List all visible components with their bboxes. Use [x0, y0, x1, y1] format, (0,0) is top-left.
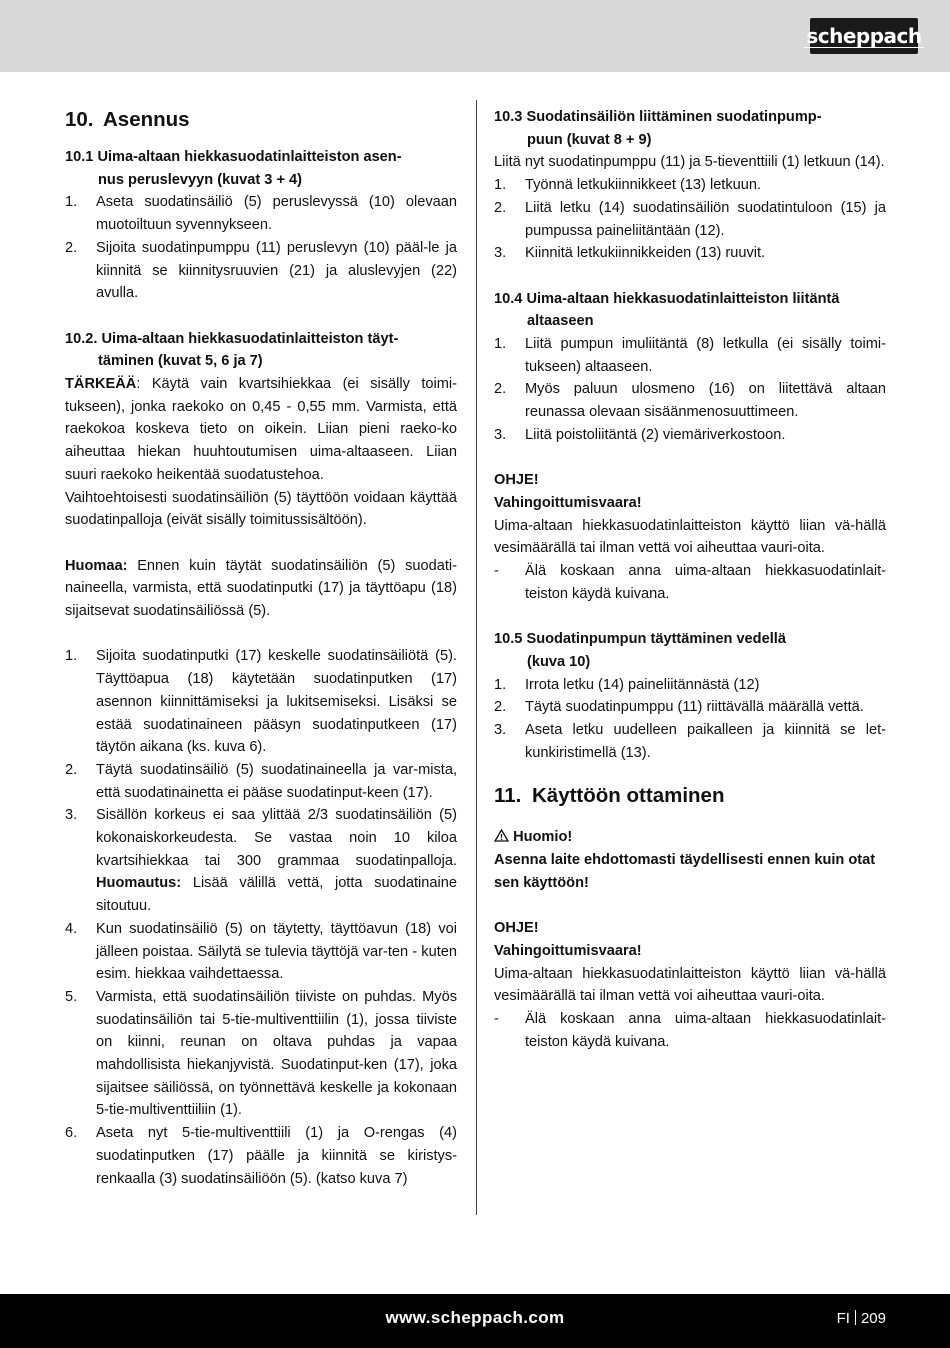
item-text: Liitä poistoliitäntä (2) viemäriverkostoon. [525, 426, 786, 443]
list-item [494, 333, 886, 378]
list-item [494, 174, 886, 197]
item-text: Aseta nyt 5-tie-multiventtiili (1) ja O-rengas (4) suodatinputken (17) päälle ja kiinnitä se kiristys-renkaalla (3) suodatinsäiliöön (5). (katso kuva 7) [96, 1125, 457, 1187]
subsection-10-3-heading [494, 106, 886, 151]
section-title: Käyttöön ottaminen [532, 784, 725, 808]
right-column [494, 106, 886, 1053]
notice-text: Uima-altaan hiekkasuodatinlaitteiston käyttö liian vä-hällä vesimäärällä tai ilman vettä voi aiheuttaa vauri-oita. [494, 965, 886, 1005]
item-text: Liitä letku (14) suodatinsäiliön suodatintuloon (15) ja pumpussa paineliitäntään (12). [525, 199, 886, 239]
attention-text: Asenna laite ehdottomasti täydellisesti ennen kuin otat sen käyttöön! [494, 852, 876, 891]
notice-title: OHJE! [494, 472, 539, 489]
section-10-heading [65, 106, 457, 134]
remark-label: Huomautus: [96, 875, 182, 892]
heading-line: puun (kuvat 8 + 9) [527, 131, 652, 148]
list-item [494, 242, 886, 265]
item-number: 4. [65, 920, 78, 937]
section-11-heading [494, 782, 886, 810]
note-text: Ennen kuin täytät suodatinsäiliön (5) suodati-naineella, varmista, että suodatinputki (17) ja täyttöapu (18) sijaitsevat suodatinsäiliössä (5). [65, 557, 457, 620]
subsection-10-5-heading [494, 628, 886, 673]
list-item [65, 804, 457, 918]
footer-band [0, 1294, 950, 1348]
installation-steps-list [65, 191, 457, 305]
item-text: Älä koskaan anna uima-altaan hiekkasuodatinlait-teiston käydä kuivana. [525, 563, 886, 602]
list-item [65, 645, 457, 759]
item-text: Varmista, että suodatinsäiliön tiiviste on puhdas. Myös suodatinsäiliön tai 5-tie-multiventtiilin (1), jossa tiiviste on kiinni, reunan on oltava puhdas ja vapaa mahdollisista hiekanjyvistä. Suodatinput-ken (17), joka sijaitsee säiliössä, on työnnettävä keskelle ja kokonaan 5-tie-multiventtiiliin (1). [96, 988, 457, 1119]
important-text: : Käytä vain kvartsihiekkaa (ei sisälly toimi-tukseen), jonka raekoko on 0,45 - 0,55 mm. Varmista, että raekokoa koskeva tieto on oikein. Liian pieni raeko-ko aiheuttaa hiekan huuhtoutumisen uima-altaaseen. Liian suuri raekoko heikentää suodatustehoa. [65, 376, 457, 483]
heading-line: 10.1 Uima-altaan hiekkasuodatinlaitteiston asen- [65, 149, 402, 165]
subsection-10-1-heading [65, 146, 457, 191]
item-text: Sijoita suodatinputki (17) keskelle suodatinsäiliötä (5). Täyttöapua (18) käytetään suodatinputken (17) asennon kiinnittämiseksi ja lukitsemiseksi. Lisäksi se estää suodatinaineen pääsyn suodatinputkeen (17) täytön aikana (ks. kuva 6). [96, 648, 457, 756]
attention-heading [494, 826, 886, 849]
heading-line: 10.3 Suodatinsäiliön liittäminen suodatinpump- [494, 109, 822, 125]
item-text: Älä koskaan anna uima-altaan hiekkasuodatinlait-teiston käydä kuivana. [525, 1010, 886, 1050]
list-item [494, 378, 886, 423]
page-number: 209 [860, 1310, 886, 1327]
item-number: 3. [65, 807, 78, 824]
notice-text: Uima-altaan hiekkasuodatinlaitteiston käyttö liian vä-hällä vesimäärällä tai ilman vettä voi aiheuttaa vauri-oita. [494, 517, 886, 557]
header-band [0, 0, 950, 72]
list-item [494, 1008, 886, 1053]
heading-line: (kuva 10) [527, 653, 591, 670]
connection-intro: Liitä nyt suodatinpumppu (11) ja 5-tieventtiili (1) letkuun (14). [494, 154, 885, 171]
list-item [494, 424, 886, 447]
website-link[interactable]: www.scheppach.com [385, 1308, 565, 1327]
notice-subtitle: Vahingoittumisvaara! [494, 494, 642, 511]
list-item [65, 918, 457, 986]
section-number: 10. [65, 108, 94, 131]
note-label: Huomaa: [65, 557, 128, 574]
item-number: 2. [65, 239, 78, 256]
list-item [65, 986, 457, 1122]
alternative-paragraph: Vaihtoehtoisesti suodatinsäiliön (5) täyttöön voidaan käyttää suodatinpalloja (eivät sisälly toimitussisältöön). [65, 489, 457, 529]
left-column [65, 106, 457, 1190]
item-number: 1. [494, 177, 507, 194]
item-text: Aseta letku uudelleen paikalleen ja kiinnitä se let-kunkiristimellä (13). [525, 721, 886, 761]
remark-text: Lisää välillä vettä, jotta suodatinaine sitoutuu. [96, 875, 457, 915]
item-bullet: - [494, 563, 499, 580]
list-item [494, 560, 886, 605]
list-item [65, 191, 457, 236]
item-number: 3. [494, 721, 507, 738]
item-text: Sijoita suodatinpumppu (11) peruslevyn (10) pääl-le ja kiinnitä se kiinnitysruuvien (21) ja aluslevyjen (22) avulla. [96, 239, 457, 302]
item-text: Kiinnitä letkukiinnikkeiden (13) ruuvit. [525, 245, 766, 262]
filling-steps-list [65, 645, 457, 1190]
separator [855, 1310, 856, 1325]
item-number: 2. [494, 699, 507, 716]
pump-fill-list [494, 674, 886, 765]
heading-line: 10.2. Uima-altaan hiekkasuodatinlaitteiston täyt- [65, 330, 399, 347]
item-number: 2. [494, 381, 507, 398]
list-item [494, 696, 886, 719]
item-number: 2. [494, 199, 507, 216]
note-paragraph [65, 555, 457, 623]
important-label: TÄRKEÄÄ [65, 376, 137, 393]
item-text: Sisällön korkeus ei saa ylittää 2/3 suodatinsäiliön (5) kokonaiskorkeudesta. Se vastaa noin 10 kiloa kvartsihiekkaa tai 300 grammaa suodatinpalloja. [96, 807, 457, 869]
brand-logo-text: scheppach [806, 23, 922, 48]
language-code: FI [836, 1310, 850, 1327]
item-text: Myös paluun ulosmeno (16) on liitettävä altaan reunassa olevaan sisäänmenosuuttimeen. [525, 381, 886, 421]
list-item [65, 237, 457, 305]
section-number: 11. [494, 784, 522, 808]
item-number: 1. [65, 194, 78, 211]
notice-subtitle: Vahingoittumisvaara! [494, 942, 642, 959]
list-item [494, 674, 886, 697]
item-number: 3. [494, 245, 507, 262]
heading-line: nus peruslevyyn (kuvat 3 + 4) [98, 171, 302, 188]
list-item [65, 1122, 457, 1190]
subsection-10-4-heading [494, 288, 886, 333]
item-text: Täytä suodatinsäiliö (5) suodatinaineella ja var-mista, että suodatinainetta ei pääse suodatinput-keen (17). [96, 761, 457, 801]
item-number: 1. [494, 336, 507, 353]
heading-line: 10.5 Suodatinpumpun täyttäminen vedellä [494, 631, 786, 648]
item-number: 1. [65, 648, 78, 665]
brand-logo [806, 18, 922, 54]
item-number: 2. [65, 761, 78, 778]
item-text: Aseta suodatinsäiliö (5) peruslevyssä (10) olevaan muotoiltuun syvennykseen. [96, 194, 457, 234]
attention-label: Huomio! [513, 829, 573, 846]
list-item [65, 759, 457, 804]
section-title: Asennus [103, 108, 190, 131]
column-divider [476, 100, 477, 1215]
item-bullet: - [494, 1010, 499, 1027]
heading-line: 10.4 Uima-altaan hiekkasuodatinlaitteiston liitäntä [494, 290, 840, 307]
notice-title: OHJE! [494, 920, 539, 937]
subsection-10-2-heading [65, 328, 457, 373]
item-text: Kun suodatinsäiliö (5) on täytetty, täyttöavun (18) voi jälleen poistaa. Säilytä se tulevia täyttöjä var-ten - kuten esim. hiekkaa vaihdettaessa. [96, 920, 457, 983]
item-text: Irrota letku (14) paineliitännästä (12) [525, 676, 760, 693]
heading-line: altaaseen [527, 313, 594, 330]
item-text: Täytä suodatinpumppu (11) riittävällä määrällä vettä. [525, 699, 864, 716]
heading-line: täminen (kuvat 5, 6 ja 7) [98, 353, 263, 370]
list-item [494, 719, 886, 764]
notice-list [494, 560, 886, 605]
pool-connection-list [494, 333, 886, 447]
connection-steps-list [494, 174, 886, 265]
warning-triangle-icon [494, 829, 509, 842]
list-item [494, 197, 886, 242]
item-text: Liitä pumpun imuliitäntä (8) letkulla (ei sisälly toimi-tukseen) altaaseen. [525, 336, 886, 375]
notice-list [494, 1008, 886, 1053]
page-info [837, 1310, 886, 1327]
item-number: 3. [494, 426, 507, 443]
item-number: 6. [65, 1125, 78, 1142]
item-number: 1. [494, 676, 507, 693]
important-paragraph [65, 373, 457, 487]
item-text: Työnnä letkukiinnikkeet (13) letkuun. [525, 177, 762, 194]
item-number: 5. [65, 988, 78, 1005]
